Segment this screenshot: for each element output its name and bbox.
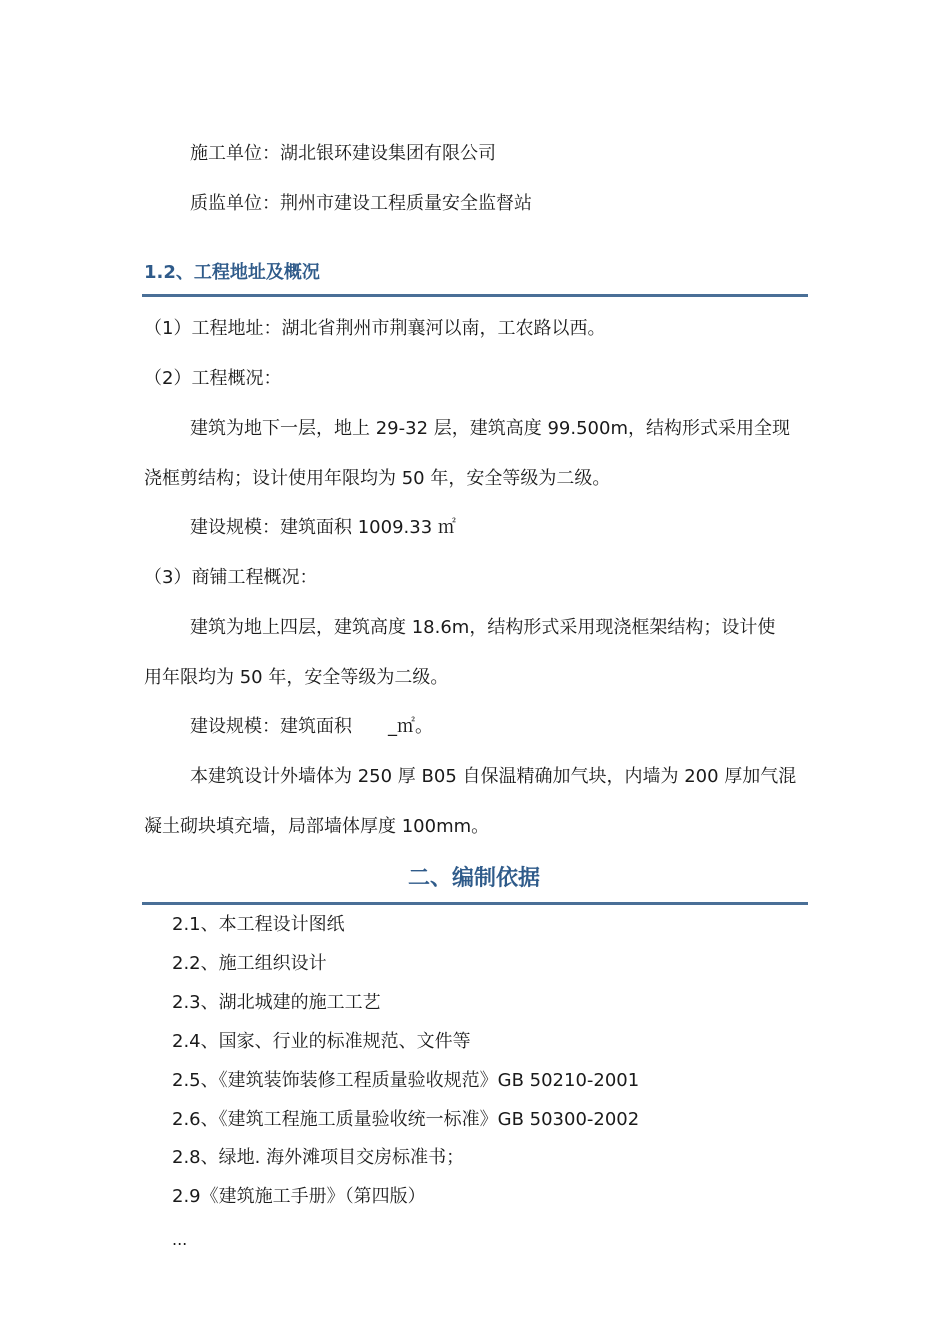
basis-item: 2.1、本工程设计图纸 — [172, 914, 345, 935]
project-overview-line-2: 浇框剪结构；设计使用年限均为 50 年，安全等级为二级。 — [144, 468, 611, 489]
basis-item: 2.9《建筑施工手册》（第四版） — [172, 1186, 426, 1207]
section-2-heading: 二、编制依据 — [408, 866, 541, 891]
project-overview-label: （2）工程概况： — [144, 368, 282, 389]
basis-item: 2.6、《建筑工程施工质量验收统一标准》GB 50300-2002 — [172, 1109, 640, 1130]
basis-item: 2.3、湖北城建的施工工艺 — [172, 992, 381, 1013]
supervision-unit: 质监单位：荆州市建设工程质量安全监督站 — [190, 193, 532, 214]
basis-item: 2.5、《建筑装饰装修工程质量验收规范》GB 50210-2001 — [172, 1070, 640, 1091]
project-scale: 建设规模：建筑面积 1009.33 ㎡ — [190, 517, 456, 538]
wall-description-line-2: 凝土砌块填充墙，局部墙体厚度 100mm。 — [144, 816, 490, 837]
wall-description-line-1: 本建筑设计外墙体为 250 厚 B05 自保温精确加气块，内墙为 200 厚加气混 — [190, 766, 797, 787]
basis-item: 2.2、施工组织设计 — [172, 953, 327, 974]
section-1-2-rule — [142, 294, 808, 297]
shop-scale: 建设规模：建筑面积 _㎡。 — [190, 716, 433, 737]
construction-unit: 施工单位：湖北银环建设集团有限公司 — [190, 143, 496, 164]
project-address: （1）工程地址：湖北省荆州市荆襄河以南，工农路以西。 — [144, 318, 606, 339]
basis-item-ellipsis: ... — [172, 1230, 188, 1249]
shop-overview-label: （3）商铺工程概况： — [144, 567, 318, 588]
section-2-rule — [142, 902, 808, 905]
basis-item: 2.8、绿地. 海外滩项目交房标准书； — [172, 1147, 465, 1168]
project-overview-line-1: 建筑为地下一层，地上 29-32 层，建筑高度 99.500m，结构形式采用全现 — [190, 418, 790, 439]
shop-overview-line-2: 用年限均为 50 年，安全等级为二级。 — [144, 667, 449, 688]
section-1-2-heading: 1.2、工程地址及概况 — [144, 262, 320, 283]
basis-item: 2.4、国家、行业的标准规范、文件等 — [172, 1031, 471, 1052]
shop-overview-line-1: 建筑为地上四层，建筑高度 18.6m，结构形式采用现浇框架结构；设计使 — [190, 617, 776, 638]
